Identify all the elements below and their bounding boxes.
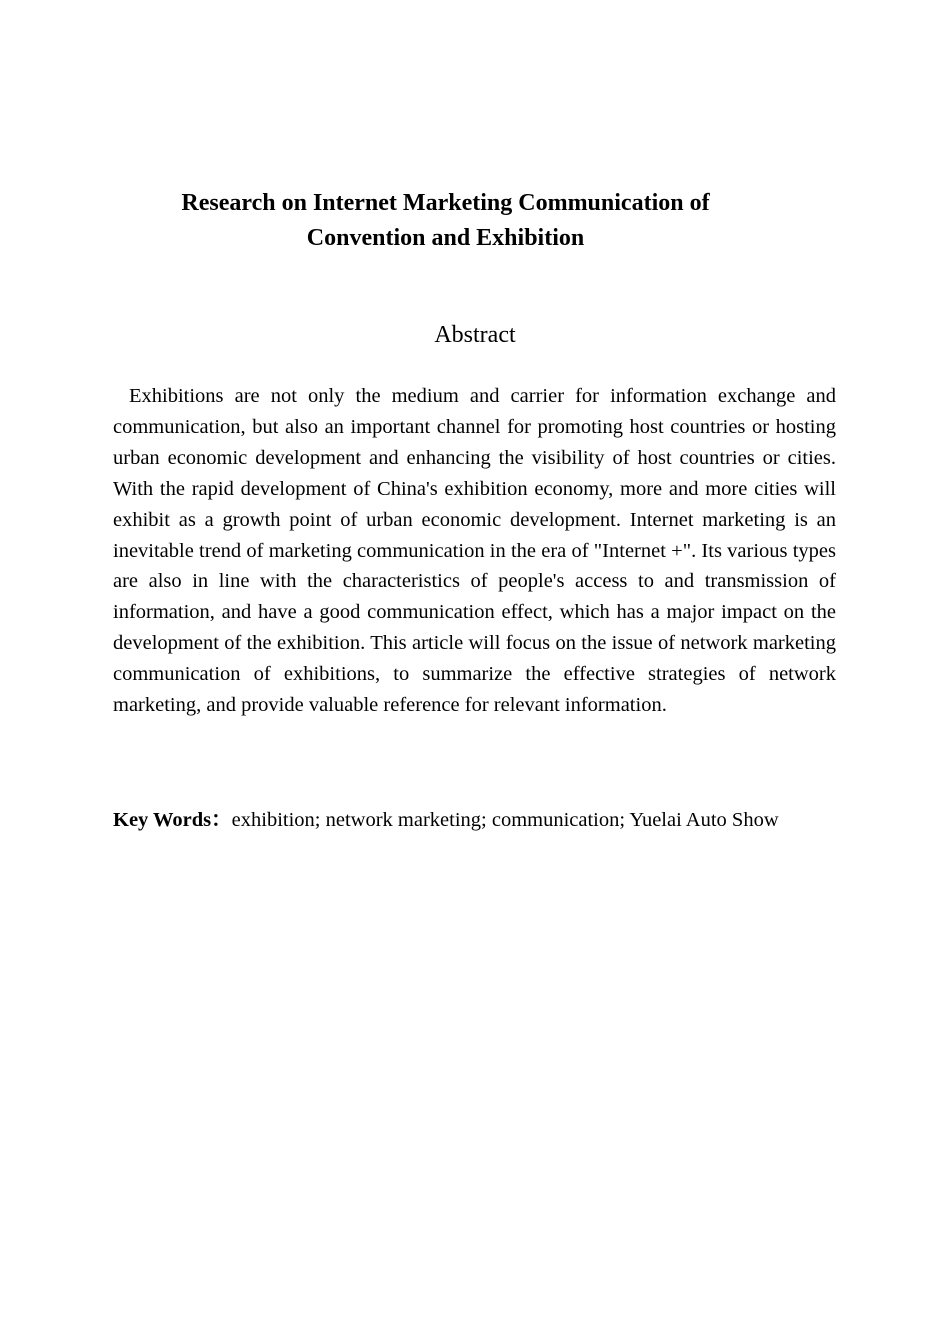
keywords-text: exhibition; network marketing; communication; Yuelai Auto Show [231,809,779,831]
keywords-label: Key Words [113,809,212,831]
abstract-heading: Abstract [434,322,516,348]
paper-title-line-2: Convention and Exhibition [306,225,585,251]
keywords-line [113,805,853,835]
paper-title-line-1: Research on Internet Marketing Communication of [181,190,710,216]
abstract-paragraph: Exhibitions are not only the medium and carrier for information exchange and communication, but also an important channel for promoting host countries or hosting urban economic development and enhancing the visibility of host countries or cities. With the rapid development of China's exhibition economy, more and more cities will exhibit as a growth point of urban economic development. Internet marketing is an inevitable trend of marketing communication in the era of "Internet +". Its various types are also in line with the characteristics of people's access to and transmission of information, and have a good communication effect, which has a major impact on the development of the exhibition. This article will focus on the issue of network marketing communication of exhibitions, to summarize the effective strategies of network marketing, and provide valuable reference for relevant information. [113,385,836,717]
keywords-separator: ： [211,809,232,831]
paper-title [113,186,778,256]
